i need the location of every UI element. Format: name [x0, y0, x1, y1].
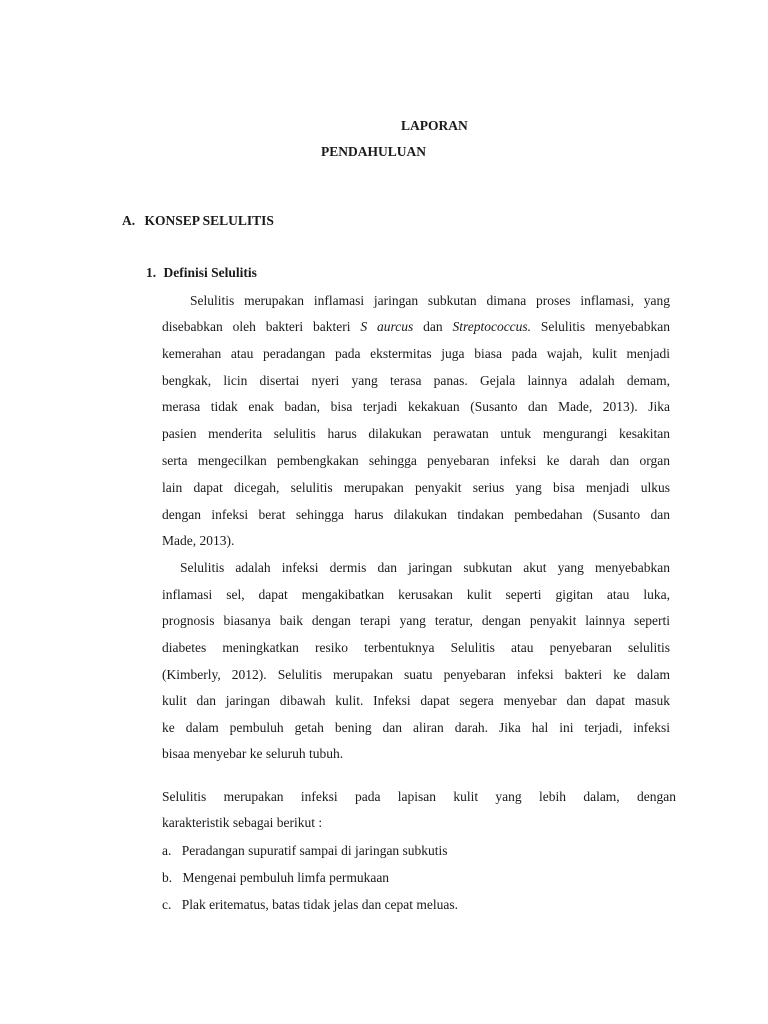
list-marker: a.	[162, 843, 172, 858]
list-marker: c.	[162, 897, 172, 912]
title-line-1: LAPORAN	[401, 118, 468, 133]
para1-line: Made, 2013).	[162, 533, 235, 548]
title-line-2: PENDAHULUAN	[321, 144, 427, 159]
para1-line: merasa tidak enak badan, bisa terjadi kekakuan (Susanto dan Made, 2013). Jika	[162, 399, 670, 414]
list-item-text: Plak eritematus, batas tidak jelas dan cepat meluas.	[181, 897, 459, 912]
para2-line: diabetes meningkatkan resiko terbentuknya Selulitis atau penyebaran selulitis	[162, 640, 670, 655]
para1-line: pasien menderita selulitis harus dilakukan perawatan untuk mengurangi kesakitan	[162, 426, 670, 441]
para2-line: (Kimberly, 2012). Selulitis merupakan suatu penyebaran infeksi bakteri ke dalam	[162, 667, 670, 682]
para1-line: kemerahan atau peradangan pada ekstermitas juga biasa pada wajah, kulit menjadi	[162, 346, 670, 361]
para1-line: lain dapat dicegah, selulitis merupakan penyakit serius yang bisa menjadi ulkus	[162, 480, 670, 495]
para2-line: ke dalam pembuluh getah bening dan aliran darah. Jika hal ini terjadi, infeksi	[162, 720, 670, 735]
section-marker: A.	[122, 213, 136, 228]
para1-italic-organism: S aurcus	[360, 319, 414, 334]
section-heading-text: KONSEP SELULITIS	[144, 213, 274, 228]
para1-italic-organism: Streptococcus.	[452, 319, 532, 334]
para2-line: Selulitis adalah infeksi dermis dan jaringan subkutan akut yang menyebabkan	[180, 560, 670, 575]
para1-line: bengkak, licin disertai nyeri yang terasa panas. Gejala lainnya adalah demam,	[162, 373, 670, 388]
list-item	[162, 897, 458, 913]
list-item-text: Mengenai pembuluh limfa permukaan	[182, 870, 390, 885]
subsection-marker: 1.	[146, 265, 157, 280]
para1-line: serta mengecilkan pembengkakan sehingga penyebaran infeksi ke darah dan organ	[162, 453, 670, 468]
para1-text: Selulitis menyebabkan	[531, 319, 671, 334]
list-item-text: Peradangan supuratif sampai di jaringan subkutis	[181, 843, 448, 858]
para2-line: inflamasi sel, dapat mengakibatkan kerusakan kulit seperti gigitan atau luka,	[162, 587, 670, 602]
list-item	[162, 870, 389, 886]
para1-line: Selulitis merupakan inflamasi jaringan subkutan dimana proses inflamasi, yang	[190, 293, 670, 308]
list-marker: b.	[162, 870, 173, 885]
para2-line: kulit dan jaringan dibawah kulit. Infeksi dapat segera menyebar dan dapat masuk	[162, 693, 670, 708]
subsection-heading	[146, 265, 257, 281]
para1-line	[162, 319, 670, 335]
para2-line: bisaa menyebar ke seluruh tubuh.	[162, 746, 344, 761]
para1-text: disebabkan oleh bakteri bakteri	[162, 319, 361, 334]
subsection-heading-text: Definisi Selulitis	[163, 265, 257, 280]
para1-line: dengan infeksi berat sehingga harus dilakukan tindakan pembedahan (Susanto dan	[162, 507, 670, 522]
para1-text: dan	[413, 319, 453, 334]
section-heading	[122, 213, 274, 229]
para2-line: prognosis biasanya baik dengan terapi yang teratur, dengan penyakit lainnya seperti	[162, 613, 670, 628]
para3-line: Selulitis merupakan infeksi pada lapisan kulit yang lebih dalam, dengan	[162, 789, 676, 804]
para3-line: karakteristik sebagai berikut :	[162, 815, 323, 830]
list-item	[162, 843, 448, 859]
